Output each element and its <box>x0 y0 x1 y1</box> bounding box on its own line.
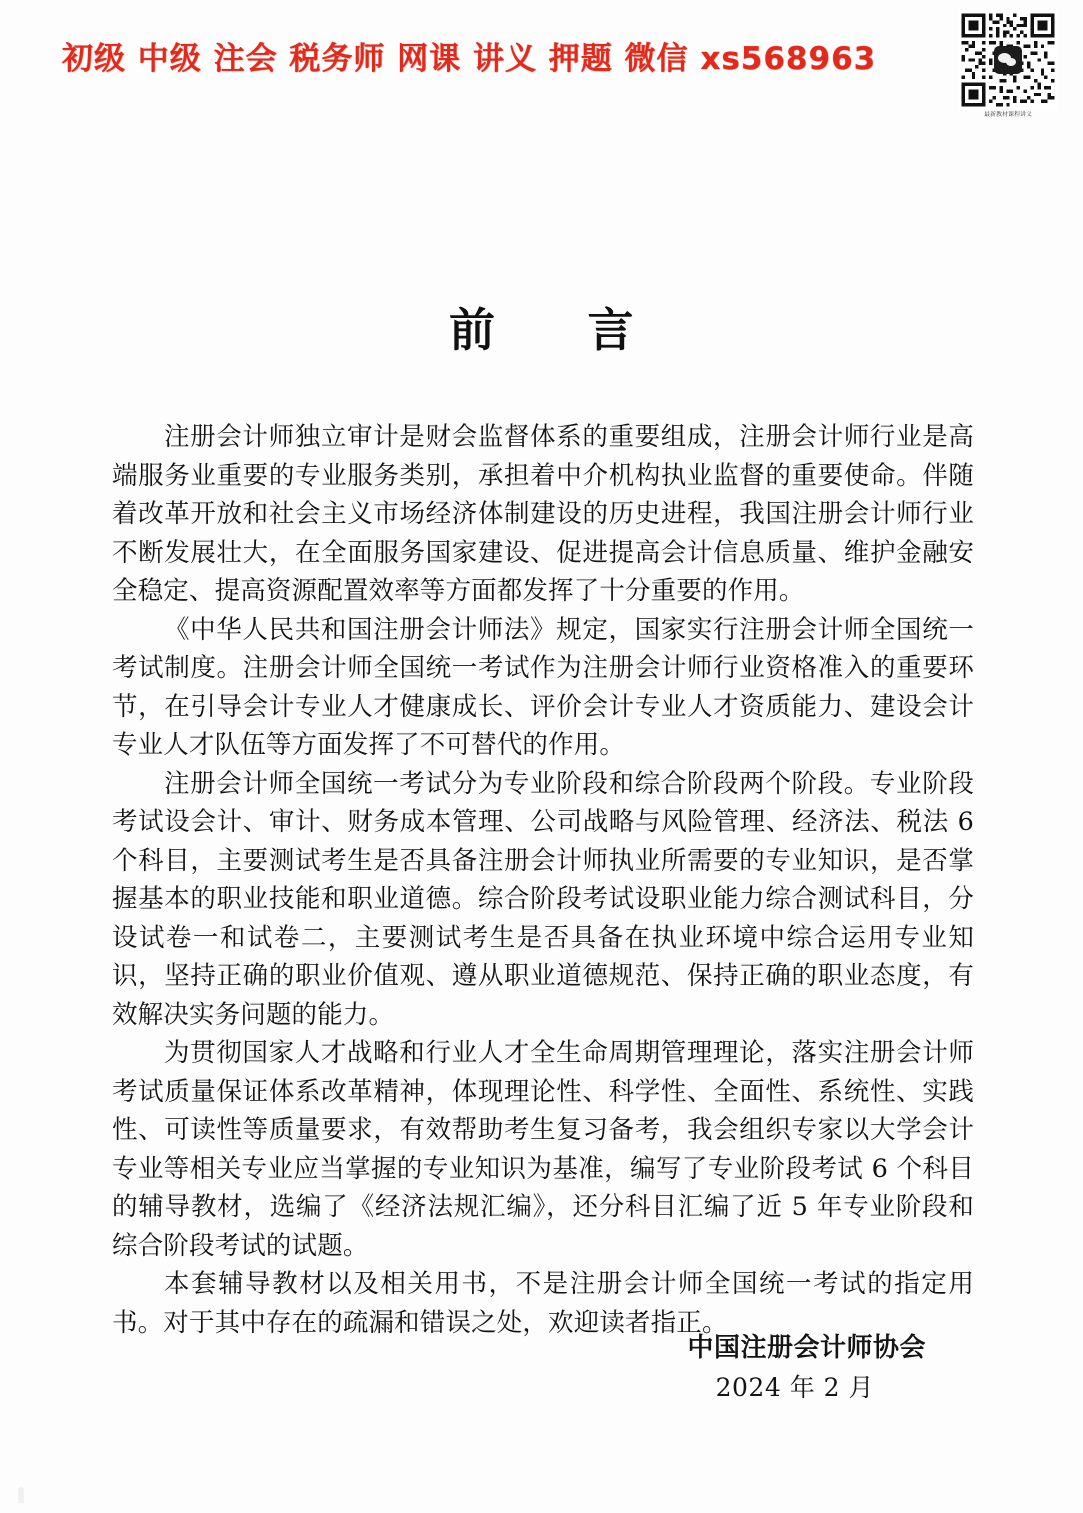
signature-block <box>112 1328 974 1408</box>
page-title-char-2: 言 <box>587 302 634 357</box>
body-paragraph: 为贯彻国家人才战略和行业人才全生命周期管理理论，落实注册会计师考试质量保证体系改革精神，体现理论性、科学性、全面性、系统性、实践性、可读性等质量要求，有效帮助考生复习备考，我会组织专家以大学会计专业等相关专业应当掌握的专业知识为基准，编写了专业阶段考试 6 个科目的辅导教材，选编了《经济法规汇编》，还分科目汇编了近 5 年专业阶段和综合阶段考试的试题。 <box>112 1038 974 1261</box>
body-paragraph: 本套辅导教材以及相关用书，不是注册会计师全国统一考试的指定用书。对于其中存在的疏漏和错误之处，欢迎读者指正。 <box>112 1269 974 1338</box>
wechat-icon <box>994 46 1022 74</box>
body-paragraph: 注册会计师独立审计是财会监督体系的重要组成，注册会计师行业是高端服务业重要的专业服务类别，承担着中介机构执业监督的重要使命。伴随着改革开放和社会主义市场经济体制建设的历史进程，我国注册会计师行业不断发展壮大，在全面服务国家建设、促进提高会计信息质量、维护金融安全稳定、提高资源配置效率等方面都发挥了十分重要的作用。 <box>112 422 974 606</box>
page-title-char-1: 前 <box>449 302 496 357</box>
body-paragraph: 《中华人民共和国注册会计师法》规定，国家实行注册会计师全国统一考试制度。注册会计师全国统一考试作为注册会计师行业资格准入的重要环节，在引导会计专业人才健康成长、评价会计专业人才资质能力、建设会计专业人才队伍等方面发挥了不可替代的作用。 <box>112 614 974 760</box>
scan-artifact <box>18 1487 24 1503</box>
qr-code-image[interactable] <box>958 10 1058 110</box>
signature-organization: 中国注册会计师协会 <box>687 1333 926 1363</box>
qr-code-block[interactable] <box>955 10 1061 119</box>
page-title <box>0 303 1083 358</box>
advertisement-banner <box>62 36 877 82</box>
body-paragraph: 注册会计师全国统一考试分为专业阶段和综合阶段两个阶段。专业阶段考试设会计、审计、财务成本管理、公司战略与风险管理、经济法、税法 6 个科目，主要测试考生是否具备注册会计师执业所需要的专业知识，是否掌握基本的职业技能和职业道德。综合阶段考试设职业能力综合测试科目，分设试卷一和试卷二，主要测试考生是否具备在执业环境中综合运用专业知识，坚持正确的职业价值观、遵从职业道德规范、保持正确的职业态度，有效解决实务问题的能力。 <box>112 768 974 1030</box>
signature-date: 2024 年 2 月 <box>715 1373 874 1402</box>
document-body <box>112 418 974 1342</box>
advertisement-text: 初级 中级 注会 税务师 网课 讲义 押题 微信 xs568963 <box>62 40 877 77</box>
qr-code-caption: 最新教材课程讲义 <box>983 111 1032 118</box>
